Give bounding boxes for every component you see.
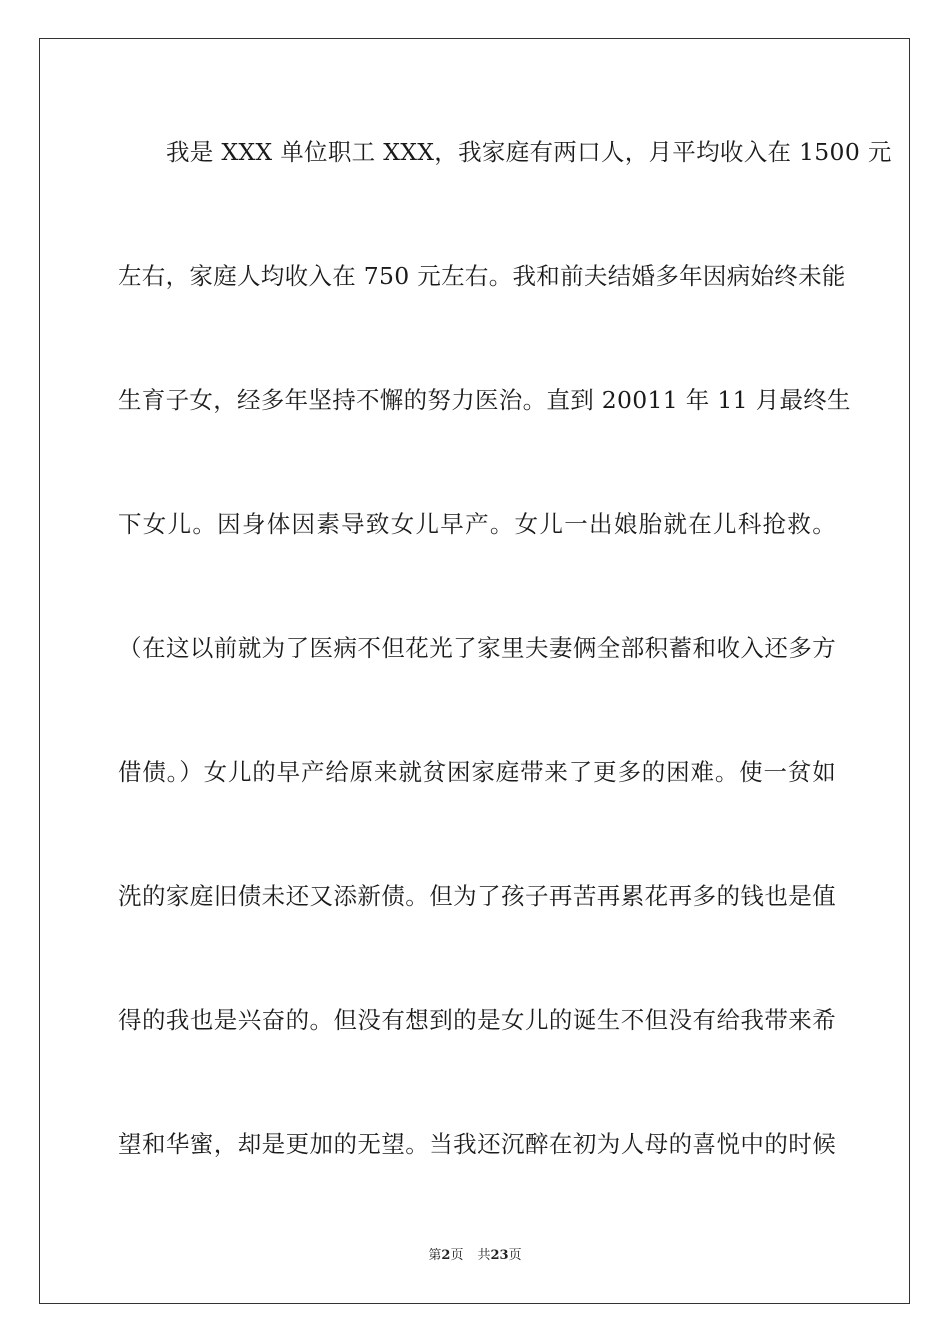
- page-footer: [0, 1247, 950, 1265]
- body-text-line: 左右，家庭人均收入在 750 元左右。我和前夫结婚多年因病始终未能: [118, 262, 846, 290]
- body-text-line: 生育子女，经多年坚持不懈的努力医治。直到 20011 年 11 月最终生: [118, 386, 851, 414]
- total-pages-label: 共23页: [477, 1248, 522, 1263]
- page-border: [39, 38, 910, 1304]
- body-text-line: 借债。）女儿的早产给原来就贫困家庭带来了更多的困难。使一贫如: [118, 758, 836, 786]
- body-text-line: 望和华蜜，却是更加的无望。当我还沉醉在初为人母的喜悦中的时候: [118, 1130, 836, 1158]
- body-text-line: 我是 XXX 单位职工 XXX，我家庭有两口人，月平均收入在 1500 元: [166, 138, 892, 166]
- body-text-line: 下女儿。因身体因素导致女儿早产。女儿一出娘胎就在儿科抢救。: [118, 510, 836, 538]
- page-number-label: 第2页: [428, 1248, 464, 1263]
- body-text-line: （在这以前就为了医病不但花光了家里夫妻俩全部积蓄和收入还多方: [118, 634, 836, 662]
- body-text-line: 得的我也是兴奋的。但没有想到的是女儿的诞生不但没有给我带来希: [118, 1006, 836, 1034]
- body-text-line: 洗的家庭旧债未还又添新债。但为了孩子再苦再累花再多的钱也是值: [118, 882, 836, 910]
